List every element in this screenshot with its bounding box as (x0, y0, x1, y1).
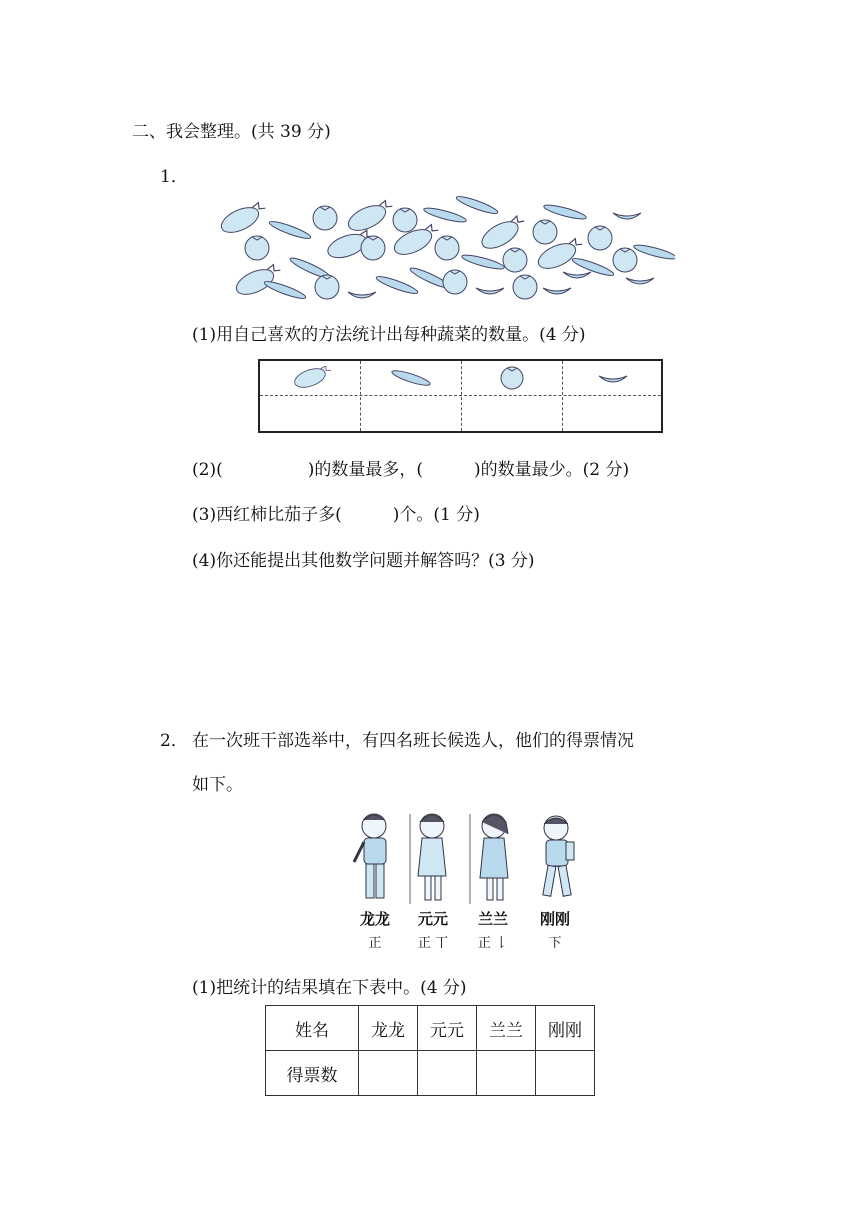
cucumber-icon (461, 252, 506, 271)
tomato-icon (315, 275, 339, 299)
table-header-cell: 元元 (418, 1006, 477, 1051)
table-row (266, 1006, 595, 1051)
vote-count-table (265, 1005, 595, 1096)
question-1-number: 1． (160, 167, 188, 187)
tomato-icon (313, 206, 337, 230)
section-title: 二、我会整理。(共 39 分) (132, 122, 331, 142)
q2-stem-line1: 在一次班干部选举中，有四名班长候选人，他们的得票情况 (192, 731, 634, 751)
candidate-figure-lanlan (468, 808, 520, 908)
candidate-name-label: 龙龙 (359, 910, 390, 928)
candidates-illustration (350, 808, 580, 951)
eggplant-icon (218, 199, 270, 237)
candidate-figure-yuanyuan (408, 808, 460, 908)
pea-pod-icon (613, 213, 641, 219)
tomato-icon (497, 364, 527, 392)
table-header-cell: 龙龙 (359, 1006, 418, 1051)
cucumber-icon (263, 279, 307, 302)
cucumber-icon (268, 219, 312, 242)
tomato-icon (588, 226, 612, 250)
pea-pod-icon (348, 292, 376, 298)
tomato-icon (245, 236, 269, 260)
pea-pod-icon (593, 368, 633, 388)
table-header-cell: 刚刚 (536, 1006, 595, 1051)
eggplant-icon (233, 261, 285, 299)
vegetables-illustration (215, 190, 675, 310)
eggplant-icon (345, 197, 397, 235)
tomato-icon (533, 220, 557, 244)
cucumber-icon (543, 202, 588, 221)
candidate-tally: 正 𠄌 (477, 936, 509, 951)
cucumber-icon (375, 274, 419, 297)
tomato-icon (613, 248, 637, 272)
tomato-icon (361, 236, 385, 260)
girl-figure-icon (468, 808, 520, 908)
candidate-tally: 下 (548, 936, 562, 951)
pea-pod-icon (626, 278, 654, 284)
q1-sub3: (3)西红柿比茄子多( )个。(1 分) (192, 505, 480, 525)
pea-pod-icon (563, 272, 591, 278)
cucumber-icon (423, 205, 468, 224)
candidate-tally: 正 丅 (417, 936, 449, 951)
vegetables-drawing (215, 190, 675, 310)
question-2-number: 2． (160, 731, 188, 751)
answer-cell[interactable] (359, 1051, 418, 1096)
candidate-figure-longlong (350, 808, 402, 908)
girl-figure-icon (408, 808, 460, 908)
tomato-header-cell (462, 361, 562, 395)
boy-figure-icon (530, 808, 582, 908)
q2-stem-line2: 如下。 (192, 775, 243, 795)
boy-figure-icon (350, 808, 402, 908)
q1-sub2: (2)( )的数量最多，( )的数量最少。(2 分) (192, 460, 630, 480)
pea-pod-icon (476, 288, 504, 294)
eggplant-header-cell (260, 361, 360, 395)
pea-pod-icon (543, 288, 571, 294)
q1-sub4: (4)你还能提出其他数学问题并解答吗？(3 分) (192, 551, 535, 571)
tomato-icon (393, 208, 417, 232)
table-header-label: 姓名 (266, 1006, 359, 1051)
table-row (266, 1051, 595, 1096)
tomato-icon (513, 275, 537, 299)
cucumber-icon (455, 194, 499, 217)
cucumber-icon (386, 366, 436, 390)
table-header-cell: 兰兰 (477, 1006, 536, 1051)
q2-sub1: (1)把统计的结果填在下表中。(4 分) (192, 978, 467, 998)
tomato-icon (503, 248, 527, 272)
cucumber-header-cell (361, 361, 461, 395)
tomato-icon (443, 270, 467, 294)
cucumber-icon (633, 242, 675, 261)
vegetable-count-table (258, 359, 663, 433)
eggplant-icon (285, 366, 335, 390)
eggplant-icon (478, 212, 530, 253)
answer-cell[interactable] (418, 1051, 477, 1096)
candidate-name-label: 元元 (417, 910, 448, 928)
candidate-tally: 正 (368, 936, 382, 951)
candidate-name-label: 刚刚 (539, 910, 570, 928)
pea-pod-header-cell (563, 361, 663, 395)
candidate-figure-ganggang (530, 808, 582, 908)
table-row-label: 得票数 (266, 1051, 359, 1096)
q1-sub1: (1)用自己喜欢的方法统计出每种蔬菜的数量。(4 分) (192, 325, 586, 345)
answer-cell[interactable] (536, 1051, 595, 1096)
tomato-icon (435, 236, 459, 260)
candidate-name-label: 兰兰 (477, 910, 508, 928)
answer-cell[interactable] (477, 1051, 536, 1096)
